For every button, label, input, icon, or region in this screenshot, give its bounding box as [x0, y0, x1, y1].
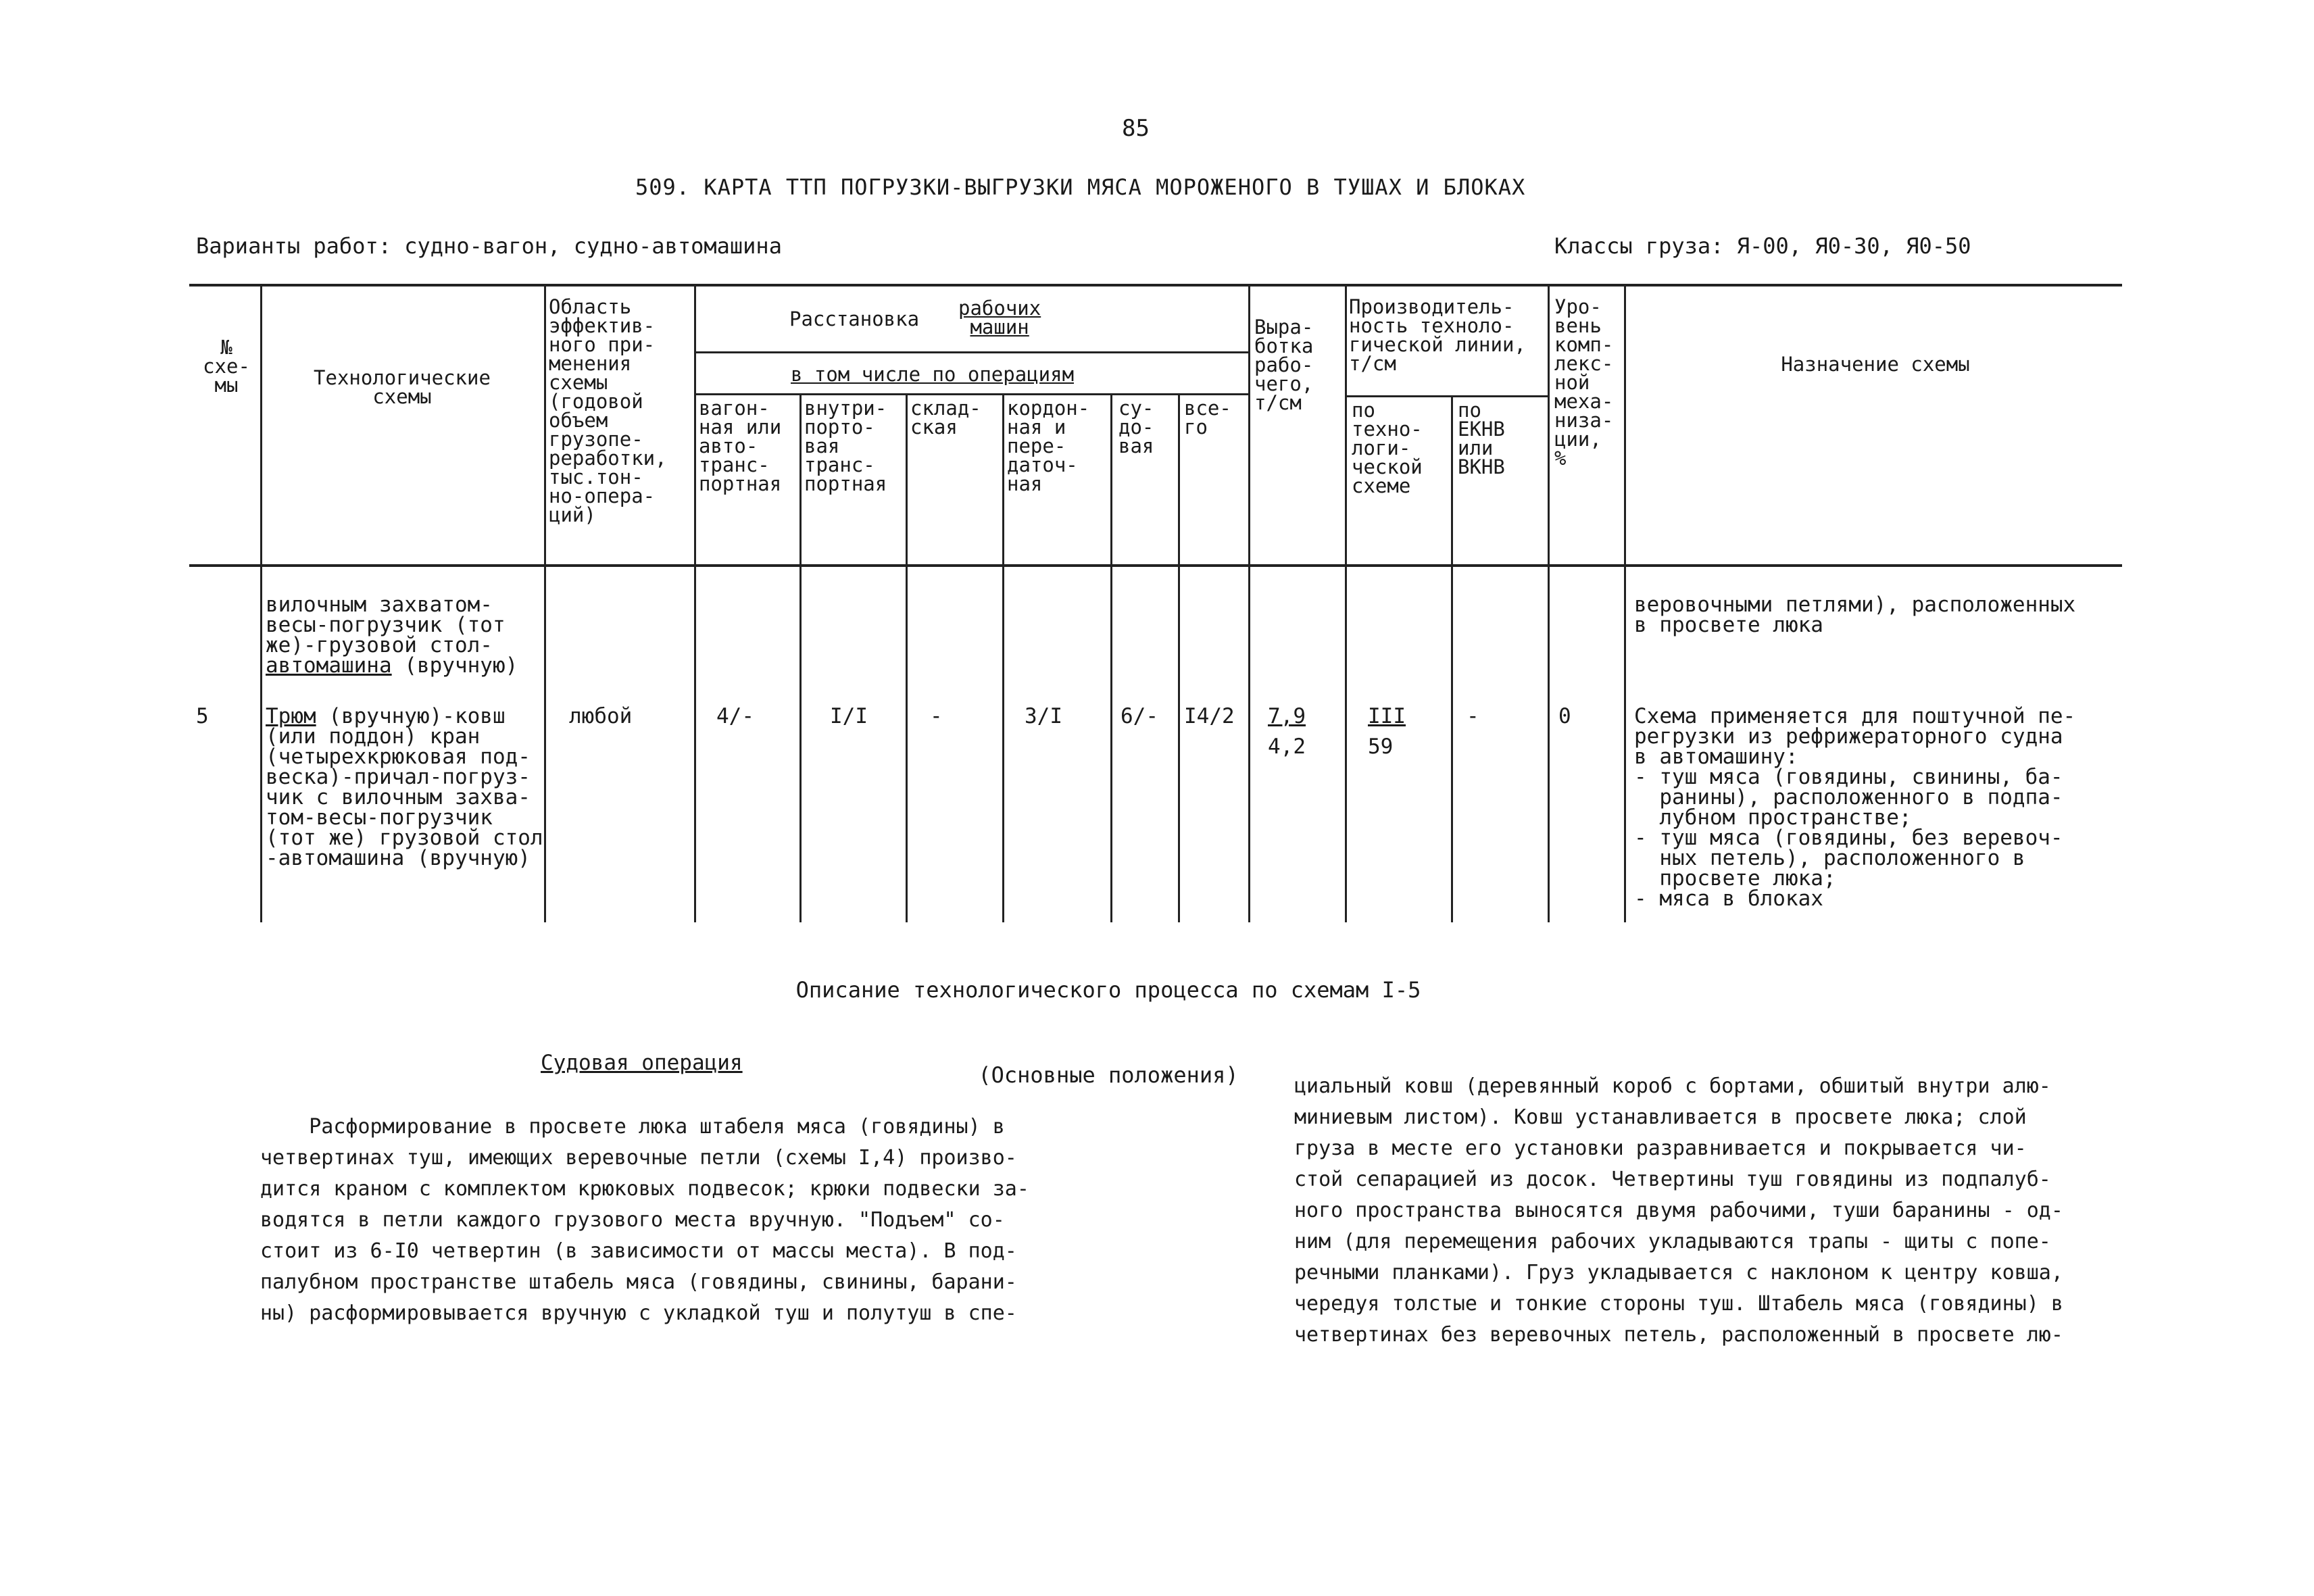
header-scheme-no: № схе- мы — [203, 336, 250, 397]
paragraph-left: Расформирование в просвете люка штабеля мяса (говядины) в четвертинах туш, имеющих веревочные петли (схемы I,4) произво- дится краном с комплектом крюковых подвесок; крюки подвески за- водятся в петли каждого грузового места вручную. "Подъем" со- стоит из 6-I0 четвертин (в зависимости от массы места). В под- палубном пространстве штабель мяса (говядины, свинины, барани- ны) расформировывается вручную с укладкой туш и полутуш в спе- — [260, 1115, 1029, 1325]
col-line — [260, 284, 262, 922]
section-title: Судовая операция — [541, 1051, 743, 1075]
header-placement-suffix: рабочих машин — [958, 297, 1041, 339]
row-5-output-bottom: 4,2 — [1268, 734, 1306, 759]
row-5-output-top: 7,9 — [1268, 704, 1306, 728]
header-cordon: кордон- ная и пере- даточ- ная — [1007, 397, 1090, 495]
header-by-ekhv: по ЕКНВ или ВКНВ — [1458, 399, 1505, 478]
work-variants: Варианты работ: судно-вагон, судно-автомашина — [196, 233, 782, 259]
header-inner-port: внутри- порто- вая транс- портная — [804, 397, 887, 495]
caption-line-1: Описание технологического процесса по схемам I-5 — [795, 977, 1421, 1003]
table-top-border — [189, 284, 2122, 286]
row-5-area: любой — [569, 704, 633, 728]
col-line — [906, 393, 908, 922]
row-5-scheme — [266, 706, 543, 868]
document-title: 509. КАРТА ТТП ПОГРУЗКИ-ВЫГРУЗКИ МЯСА МОРОЖЕНОГО В ТУШАХ И БЛОКАХ — [635, 174, 1526, 200]
row-5-total: I4/2 — [1184, 704, 1235, 728]
row-5-scheme-start: Трюм — [266, 704, 316, 728]
continuation-underlined: автомашина — [266, 653, 392, 678]
row-5-productivity-bottom: 59 — [1368, 734, 1394, 759]
header-wagon: вагон- ная или авто- транс- портная — [699, 397, 782, 495]
col-line — [694, 284, 696, 922]
row-5-number: 5 — [196, 704, 209, 728]
row-5-warehouse: - — [930, 704, 943, 728]
row-5-wagon: 4/- — [716, 704, 754, 728]
paragraph-right: циальный ковш (деревянный короб с бортами, обшитый внутри алю- миниевым листом). Ковш устанавливается в просвете люка; слой груза в месте его установки разравнивается и покрывается чи- стой сепарацией из досок. Четвертины туш говядины из подпалуб- ного пространства выносятся двумя рабочими, туши баранины - од- ним (для перемещения рабочих укладываются трапы - щиты с попе- речными планками). Груз укладывается с наклоном к центру ковша, чередуя толстые и тонкие стороны туш. Штабель мяса (говядины) в четвертинах без веревочных петель, расположенный в просвете лю- — [1294, 1074, 2063, 1347]
header-by-operation: в том числе по операциям — [791, 363, 1075, 386]
header-by-scheme: по техно- логи- ческой схеме — [1352, 399, 1423, 497]
col-line — [799, 393, 802, 922]
header-purpose: Назначение схемы — [1781, 353, 1970, 376]
productivity-divider — [1345, 395, 1548, 397]
header-bottom-border — [189, 564, 2122, 567]
operation-divider — [694, 393, 1248, 395]
row-5-ship: 6/- — [1121, 704, 1158, 728]
continuation-purpose: веровочными петлями), расположенных в просвете люка — [1634, 593, 2076, 637]
header-tech-schemes: Технологические схемы — [314, 366, 491, 408]
row-5-scheme-rest: (вручную)-ковш (или поддон) кран (четырехкрюковая под- веска)-причал-погруз- чик с вилочным захва- том-весы-погрузчик (тот же) грузовой стол -автомашина (вручную) — [266, 704, 543, 870]
header-mechanization: Уро- вень комп- лекс- ной меха- низа- ции, % — [1554, 295, 1614, 470]
row-5-inner-port: I/I — [830, 704, 868, 728]
continuation-scheme: вилочным захватом- весы-погрузчик (тот же)-грузовой стол- автомашина (вручную) — [266, 593, 518, 678]
col-line — [1002, 393, 1004, 922]
header-warehouse: склад- ская — [910, 397, 981, 439]
col-line — [1624, 284, 1626, 922]
caption-line-2: (Основные положения) — [978, 1062, 1239, 1088]
col-line — [1178, 393, 1180, 922]
row-5-productivity-top: III — [1368, 704, 1406, 728]
row-5-cordon: 3/I — [1025, 704, 1062, 728]
cargo-classes: Классы груза: Я-00, Я0-30, Я0-50 — [1554, 233, 1971, 259]
header-total: все- го — [1184, 397, 1231, 439]
col-line — [1345, 284, 1347, 922]
header-productivity: Производитель- ность техноло- гической линии, т/см — [1349, 295, 1526, 375]
col-line — [1548, 284, 1550, 922]
row-5-purpose: Схема применяется для поштучной пе- регрузки из рефрижераторного судна в автомашину: - туш мяса (говядины, свинины, ба- ранины), расположенного в подпа- лубном пространстве; - туш мяса (говядины, без веревоч- ных петель), расположенного в просвете люка; - мяса в блоках — [1634, 704, 2076, 911]
continuation-tail: (вручную) — [391, 653, 518, 678]
col-line — [1110, 393, 1112, 922]
row-5-by-ekhv: - — [1467, 704, 1479, 728]
col-line — [1451, 395, 1453, 922]
page-number: 85 — [1122, 115, 1150, 142]
col-line — [1248, 284, 1250, 922]
header-output: Выра- ботка рабо- чего, т/см — [1254, 316, 1314, 414]
header-efficiency-area: Область эффектив- ного при- менения схемы (годовой объем грузопе- реработки, тыс.тон- но-опера- ций) — [549, 295, 667, 526]
col-line — [544, 284, 546, 922]
row-5-mechanization: 0 — [1558, 704, 1571, 728]
header-placement-prefix: Расстановка — [789, 307, 920, 330]
header-ship: су- до- вая — [1118, 397, 1154, 457]
placement-divider — [694, 351, 1248, 353]
